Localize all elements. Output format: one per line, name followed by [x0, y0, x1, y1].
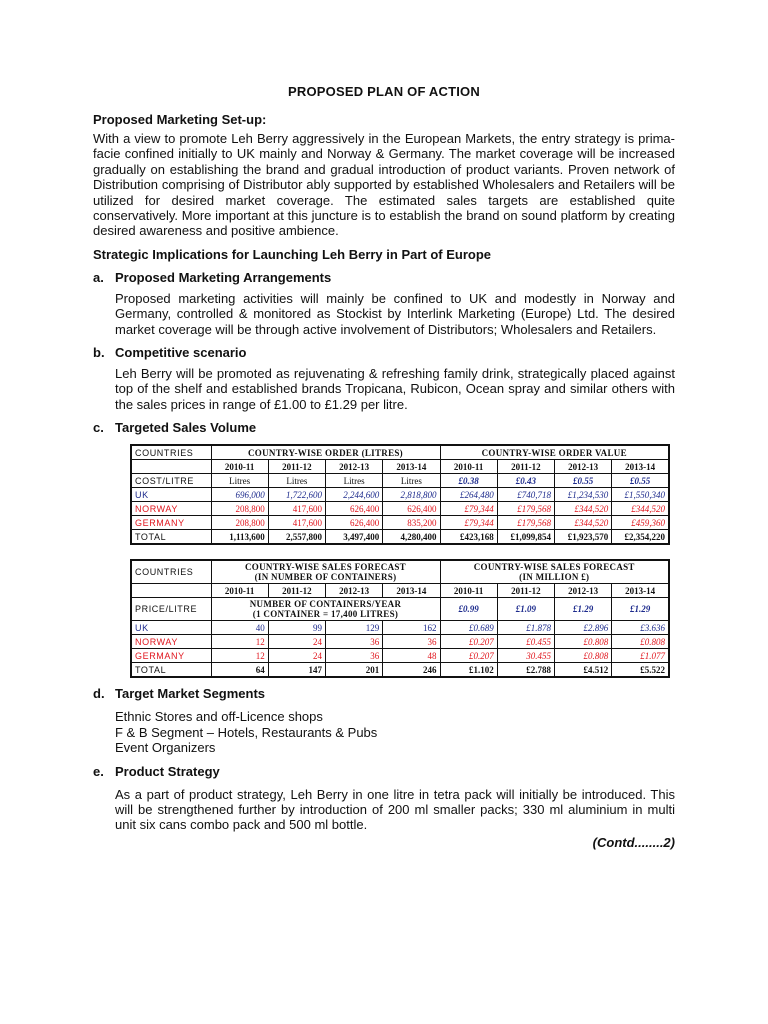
containers-cell: 12 — [211, 649, 268, 663]
year-header: 2010-11 — [440, 460, 497, 474]
litres-cell: 626,400 — [326, 516, 383, 530]
value-cell: £264,480 — [440, 488, 497, 502]
containers-cell: 246 — [383, 663, 440, 678]
containers-cell: 40 — [211, 621, 268, 635]
setup-body: With a view to promote Leh Berry aggressively in the European Markets, the entry strategy is prima-facie confined initially to UK mainly and Norway & Germany. The market coverage will be increased gradually on establishing the brand and gradual introduction of product variants. Proven network of Distribution comprising of Distributor ably supported by established Wholesalers and Retailers will be utilized for desired market coverage. The estimated sales targets are established quite conservatively. More important at this juncture is to establish the brand on sound platform by creating desired awareness and positive ambience. — [93, 131, 675, 239]
value-cell: £0.455 — [497, 635, 554, 649]
containers-cell: 64 — [211, 663, 268, 678]
order-value-header: COUNTRY-WISE ORDER VALUE — [440, 445, 669, 460]
containers-cell: 36 — [326, 649, 383, 663]
list-item: F & B Segment – Hotels, Restaurants & Pubs — [115, 724, 378, 740]
year-header: 2010-11 — [440, 584, 497, 598]
litres-cell: 417,600 — [268, 516, 325, 530]
year-header: 2012-13 — [555, 460, 612, 474]
document-page — [93, 84, 675, 850]
section-label: c. — [93, 420, 104, 436]
litres-cell: 2,818,800 — [383, 488, 440, 502]
year-header: 2012-13 — [326, 460, 383, 474]
litres-cell: 626,400 — [383, 502, 440, 516]
value-forecast-header — [440, 560, 669, 584]
price-cell: £1.29 — [612, 598, 669, 621]
table-row-norway — [131, 502, 669, 516]
value-cell: £344,520 — [612, 502, 669, 516]
litres-cell: 208,800 — [211, 502, 268, 516]
header-line: (IN MILLION £) — [519, 572, 590, 583]
value-cell: £1,550,340 — [612, 488, 669, 502]
header-line: COUNTRY-WISE SALES FORECAST — [245, 562, 406, 573]
header-line: (IN NUMBER OF CONTAINERS) — [254, 572, 397, 583]
cost-cell: £0.38 — [440, 474, 497, 488]
value-cell: £5.522 — [612, 663, 669, 678]
continued-note: (Contd........2) — [592, 834, 675, 850]
section-c-heading — [93, 420, 675, 435]
value-cell: £1.878 — [497, 621, 554, 635]
page-title: PROPOSED PLAN OF ACTION — [288, 84, 480, 99]
litres-cell: 4,280,400 — [383, 530, 440, 545]
forecast-table — [130, 559, 670, 678]
value-cell: £1,923,570 — [555, 530, 612, 545]
countries-header: COUNTRIES — [131, 560, 211, 584]
value-cell: £344,520 — [555, 516, 612, 530]
year-header: 2013-14 — [383, 584, 440, 598]
section-e-body: As a part of product strategy, Leh Berry in one litre in tetra pack will initially be introduced. This will be strengthened further by introduction of 200 ml smaller packs; 330 ml aluminium in multi unit six cans combo pack and 500 ml bottle. — [115, 786, 675, 833]
price-cell: £0.99 — [440, 598, 497, 621]
cost-cell: £0.55 — [612, 474, 669, 488]
litres-cell: 696,000 — [211, 488, 268, 502]
price-cell: £1.09 — [497, 598, 554, 621]
value-cell: 30.455 — [497, 649, 554, 663]
header-line: COUNTRY-WISE SALES FORECAST — [473, 562, 635, 573]
section-title: Proposed Marketing Arrangements — [115, 269, 332, 285]
country-cell: UK — [131, 621, 211, 635]
containers-cell: 12 — [211, 635, 268, 649]
list-item: Ethnic Stores and off-Licence shops — [115, 709, 323, 725]
cost-cell: £0.55 — [555, 474, 612, 488]
litres-cell: 1,722,600 — [268, 488, 325, 502]
note-line: NUMBER OF CONTAINERS/YEAR — [249, 599, 402, 610]
value-cell: £1.102 — [440, 663, 497, 678]
year-header: 2011-12 — [497, 584, 554, 598]
containers-cell: 36 — [326, 635, 383, 649]
containers-cell: 48 — [383, 649, 440, 663]
year-header: 2010-11 — [211, 584, 268, 598]
litres-cell: 208,800 — [211, 516, 268, 530]
value-cell: £0.808 — [555, 635, 612, 649]
value-cell: £2.896 — [555, 621, 612, 635]
empty-cell — [131, 584, 211, 598]
value-cell: £179,568 — [497, 502, 554, 516]
containers-forecast-header — [211, 560, 440, 584]
year-header: 2012-13 — [555, 584, 612, 598]
table-row-total — [131, 663, 669, 678]
litres-cell: 417,600 — [268, 502, 325, 516]
containers-cell: 36 — [383, 635, 440, 649]
value-cell: £179,568 — [497, 516, 554, 530]
value-cell: £1.077 — [612, 649, 669, 663]
section-b-body: Leh Berry will be promoted as rejuvenating & refreshing family drink, strategically placed against top of the shelf and established brands Tropicana, Rubicon, Ocean spray and similar others with the sales prices in range of £1.00 to £1.29 per litre. — [115, 366, 675, 412]
section-title: Target Market Segments — [115, 686, 266, 702]
containers-cell: 201 — [326, 663, 383, 678]
cost-cell: £0.43 — [497, 474, 554, 488]
table-row-uk — [131, 488, 669, 502]
containers-cell: 99 — [268, 621, 325, 635]
value-cell: £0.207 — [440, 649, 497, 663]
value-cell: £344,520 — [555, 502, 612, 516]
litres-cell: 2,244,600 — [326, 488, 383, 502]
value-cell: £459,360 — [612, 516, 669, 530]
year-header: 2013-14 — [612, 584, 669, 598]
containers-cell: 162 — [383, 621, 440, 635]
section-a-body: Proposed marketing activities will mainly be confined to UK and modestly in Norway and Germany, controlled & monitored as Stockist by Interlink Marketing (Europe) Ltd. The desired market coverage will be through active involvement of Distributors; Wholesalers and Retailers. — [115, 290, 675, 337]
unit-cell: Litres — [326, 474, 383, 488]
containers-cell: 24 — [268, 649, 325, 663]
section-label: b. — [93, 345, 105, 361]
containers-cell: 147 — [268, 663, 325, 678]
order-table — [130, 444, 670, 545]
litres-cell: 3,497,400 — [326, 530, 383, 545]
containers-cell: 129 — [326, 621, 383, 635]
value-cell: £4.512 — [555, 663, 612, 678]
section-label: a. — [93, 269, 104, 285]
value-cell: £0.808 — [612, 635, 669, 649]
segment-list — [115, 709, 675, 755]
litres-cell: 1,113,600 — [211, 530, 268, 545]
section-label: d. — [93, 686, 105, 702]
strategic-heading: Strategic Implications for Launching Leh Berry in Part of Europe — [93, 246, 492, 262]
country-cell: NORWAY — [131, 635, 211, 649]
litres-cell: 626,400 — [326, 502, 383, 516]
cost-litre-label: COST/LITRE — [131, 474, 211, 488]
value-cell: £1,099,854 — [497, 530, 554, 545]
unit-cell: Litres — [211, 474, 268, 488]
section-b-heading — [93, 345, 675, 360]
countries-header: COUNTRIES — [131, 445, 211, 460]
value-cell: £423,168 — [440, 530, 497, 545]
value-cell: £1,234,530 — [555, 488, 612, 502]
section-title: Product Strategy — [115, 763, 220, 779]
empty-cell — [131, 460, 211, 474]
value-cell: £740,718 — [497, 488, 554, 502]
table-row-norway — [131, 635, 669, 649]
litres-cell: 835,200 — [383, 516, 440, 530]
section-d-heading — [93, 686, 675, 701]
containers-cell: 24 — [268, 635, 325, 649]
section-title: Competitive scenario — [115, 345, 247, 361]
country-cell: TOTAL — [131, 530, 211, 545]
section-a-heading — [93, 270, 675, 285]
year-header: 2010-11 — [211, 460, 268, 474]
value-cell: £0.689 — [440, 621, 497, 635]
note-line: (1 CONTAINER = 17,400 LITRES) — [252, 609, 399, 620]
value-cell: £2.788 — [497, 663, 554, 678]
section-title: Targeted Sales Volume — [115, 420, 257, 436]
table-row-total — [131, 530, 669, 545]
price-litre-label: PRICE/LITRE — [131, 598, 211, 621]
value-cell: £0.808 — [555, 649, 612, 663]
value-cell: £2,354,220 — [612, 530, 669, 545]
unit-cell: Litres — [383, 474, 440, 488]
table-row-germany — [131, 516, 669, 530]
country-cell: GERMANY — [131, 516, 211, 530]
country-cell: NORWAY — [131, 502, 211, 516]
value-cell: £79,344 — [440, 516, 497, 530]
year-header: 2011-12 — [497, 460, 554, 474]
order-litres-header: COUNTRY-WISE ORDER (LITRES) — [211, 445, 440, 460]
country-cell: GERMANY — [131, 649, 211, 663]
value-cell: £79,344 — [440, 502, 497, 516]
country-cell: UK — [131, 488, 211, 502]
year-header: 2012-13 — [326, 584, 383, 598]
year-header: 2013-14 — [612, 460, 669, 474]
value-cell: £0.207 — [440, 635, 497, 649]
table-row-uk — [131, 621, 669, 635]
price-cell: £1.29 — [555, 598, 612, 621]
setup-heading: Proposed Marketing Set-up: — [93, 112, 267, 127]
year-header: 2011-12 — [268, 460, 325, 474]
litres-cell: 2,557,800 — [268, 530, 325, 545]
section-label: e. — [93, 763, 104, 779]
country-cell: TOTAL — [131, 663, 211, 678]
section-e-heading — [93, 764, 675, 779]
containers-note — [211, 598, 440, 621]
unit-cell: Litres — [268, 474, 325, 488]
year-header: 2011-12 — [268, 584, 325, 598]
list-item: Event Organizers — [115, 740, 216, 756]
year-header: 2013-14 — [383, 460, 440, 474]
value-cell: £3.636 — [612, 621, 669, 635]
table-row-germany — [131, 649, 669, 663]
